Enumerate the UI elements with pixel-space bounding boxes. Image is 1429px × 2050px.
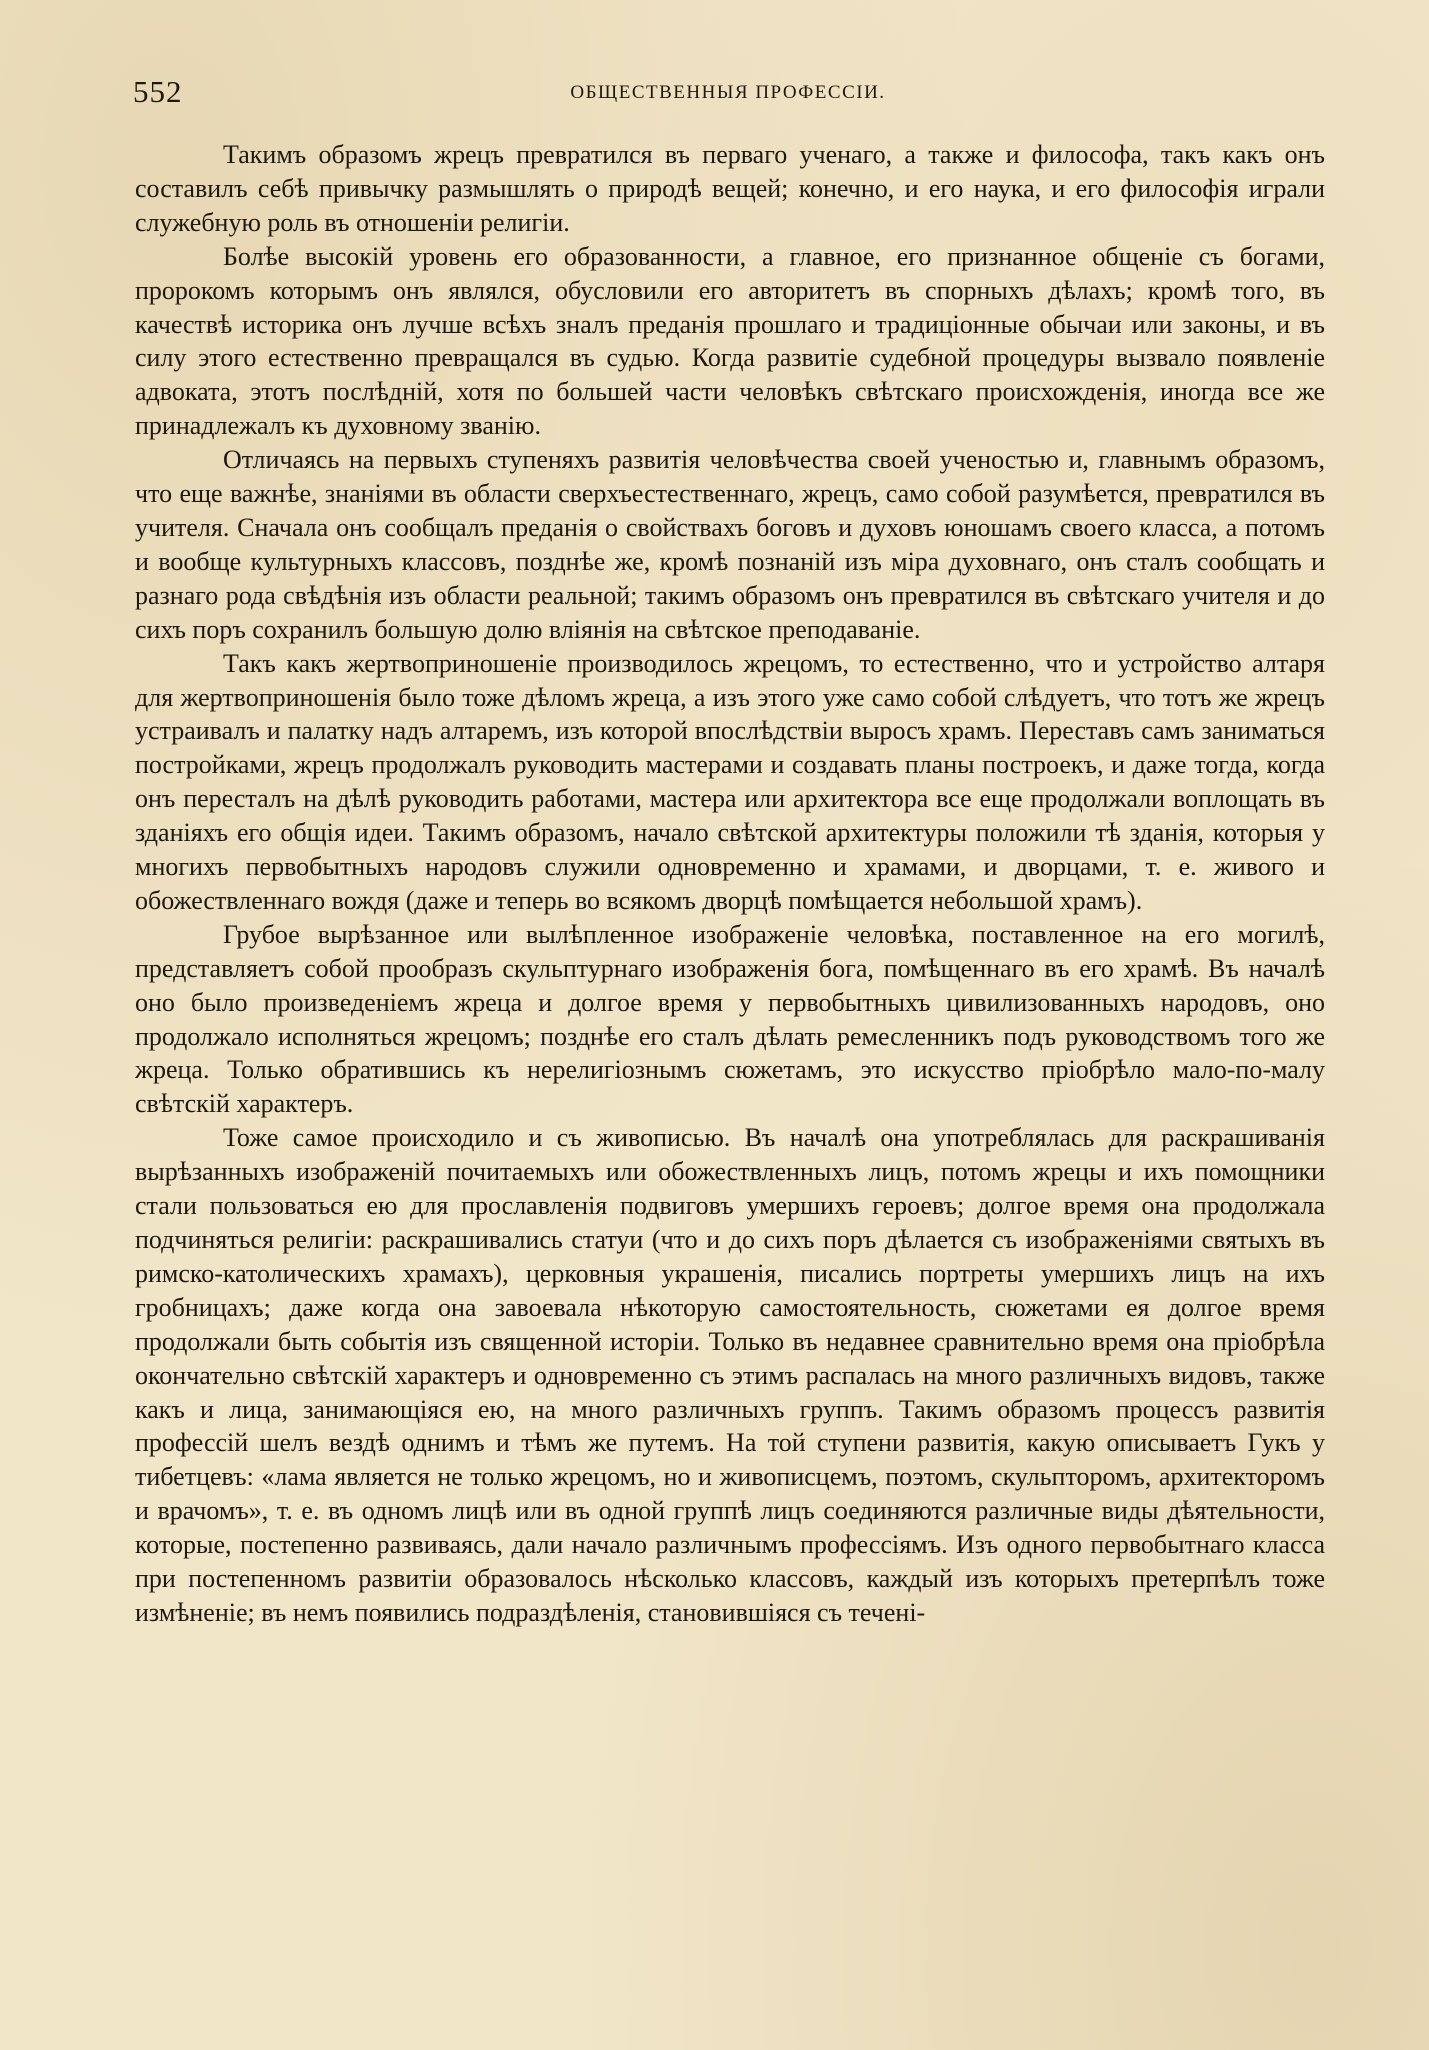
paragraph: Болѣе высокій уровень его образованности, а главное, его признанное общеніе съ богами, пророкомъ которымъ онъ являлся, обусловили его авторитетъ въ спорныхъ дѣлахъ; кромѣ того, въ качествѣ историка онъ лучше всѣхъ зналъ преданія прошлаго и традиціонные обычаи или законы, и въ силу этого естественно превращался въ судью. Когда развитіе судебной процедуры вызвало появленіе адвоката, этотъ послѣдній, хотя по большей части человѣкъ свѣтскаго происхожденія, иногда все же принадлежалъ къ духовному званію. <box>135 241 1325 441</box>
page-number: 552 <box>133 74 183 109</box>
running-title: ОБЩЕСТВЕННЫЯ ПРОФЕССІИ. <box>570 82 886 103</box>
running-head <box>133 74 1323 114</box>
body-text <box>135 138 1325 1630</box>
paragraph: Отличаясь на первыхъ ступеняхъ развитія человѣчества своей ученостью и, главнымъ образомъ, что еще важнѣе, знаніями въ области сверхъестественнаго, жрецъ, само собой разумѣется, превратился въ учителя. Сначала онъ сообщалъ преданія о свойствахъ боговъ и духовъ юношамъ своего класса, а потомъ и вообще культурныхъ классовъ, позднѣе же, кромѣ познаній изъ міра духовнаго, онъ сталъ сообщать и разнаго рода свѣдѣнія изъ области реальной; такимъ образомъ онъ превратился въ свѣтскаго учителя и до сихъ поръ сохранилъ большую долю вліянія на свѣтское преподаваніе. <box>135 445 1325 644</box>
paragraph: Тоже самое происходило и съ живописью. Въ началѣ она употреблялась для раскрашиванія вырѣзанныхъ изображеній почитаемыхъ или обожествленныхъ лицъ, потомъ жрецы и ихъ помощники стали пользоваться ею для прославленія подвиговъ умершихъ героевъ; долгое время она продолжала подчиняться религіи: раскрашивались статуи (что и до сихъ поръ дѣлается съ изображеніями святыхъ въ римско-католическихъ храмахъ), церковныя украшенія, писались портреты умершихъ лицъ на ихъ гробницахъ; даже когда она завоевала нѣкоторую самостоятельность, сюжетами ея долгое время продолжали быть событія изъ священной исторіи. Только въ недавнее сравнительно время она пріобрѣла окончательно свѣтскій характеръ и одновременно съ этимъ распалась на много различныхъ видовъ, также какъ и лица, занимающіяся ею, на много различныхъ группъ. Такимъ образомъ процессъ развитія профессій шелъ вездѣ однимъ и тѣмъ же путемъ. На той ступени развитія, какую описываетъ Гукъ у тибетцевъ: «лама является не только жрецомъ, но и живописцемъ, поэтомъ, скульпторомъ, архитекторомъ и врачомъ», т. е. въ одномъ лицѣ или въ одной группѣ лицъ соединяются различные виды дѣятельности, которые, постепенно развиваясь, дали начало различнымъ профессіямъ. Изъ одного первобытнаго класса при постепенномъ развитіи образовалось нѣсколько классовъ, каждый изъ которыхъ претерпѣлъ тоже измѣненіе; въ немъ появились подраздѣленія, становившіяся съ течені- <box>135 1123 1325 1627</box>
paragraph: Грубое вырѣзанное или вылѣпленное изображеніе человѣка, поставленное на его могилѣ, представляетъ собой прообразъ скульптурнаго изображенія бога, помѣщеннаго въ его храмѣ. Въ началѣ оно было произведеніемъ жреца и долгое время у первобытныхъ цивилизованныхъ народовъ, оно продолжало исполняться жрецомъ; позднѣе его сталъ дѣлать ремесленникъ подъ руководствомъ того же жреца. Только обратившись къ нерелигіознымъ сюжетамъ, это искусство пріобрѣло мало-по-малу свѣтскій характеръ. <box>135 919 1325 1119</box>
paragraph: Такъ какъ жертвоприношеніе производилось жрецомъ, то естественно, что и устройство алтаря для жертвоприношенія было тоже дѣломъ жреца, а изъ этого уже само собой слѣдуетъ, что тотъ же жрецъ устраивалъ и палатку надъ алтаремъ, изъ которой впослѣдствіи выросъ храмъ. Переставъ самъ заниматься постройками, жрецъ продолжалъ руководить мастерами и создавать планы построекъ, и даже тогда, когда онъ пересталъ на дѣлѣ руководить работами, мастера или архитектора все еще продолжали воплощать въ зданіяхъ его общія идеи. Такимъ образомъ, начало свѣтской архитектуры положили тѣ зданія, которыя у многихъ первобытныхъ народовъ служили одновременно и храмами, и дворцами, т. е. живого и обожествленнаго вождя (даже и теперь во всякомъ дворцѣ помѣщается небольшой храмъ). <box>135 648 1325 915</box>
paragraph: Такимъ образомъ жрецъ превратился въ перваго ученаго, а также и философа, такъ какъ онъ составилъ себѣ привычку размышлять о природѣ вещей; конечно, и его наука, и его философія играли служебную роль въ отношеніи религіи. <box>135 140 1325 237</box>
